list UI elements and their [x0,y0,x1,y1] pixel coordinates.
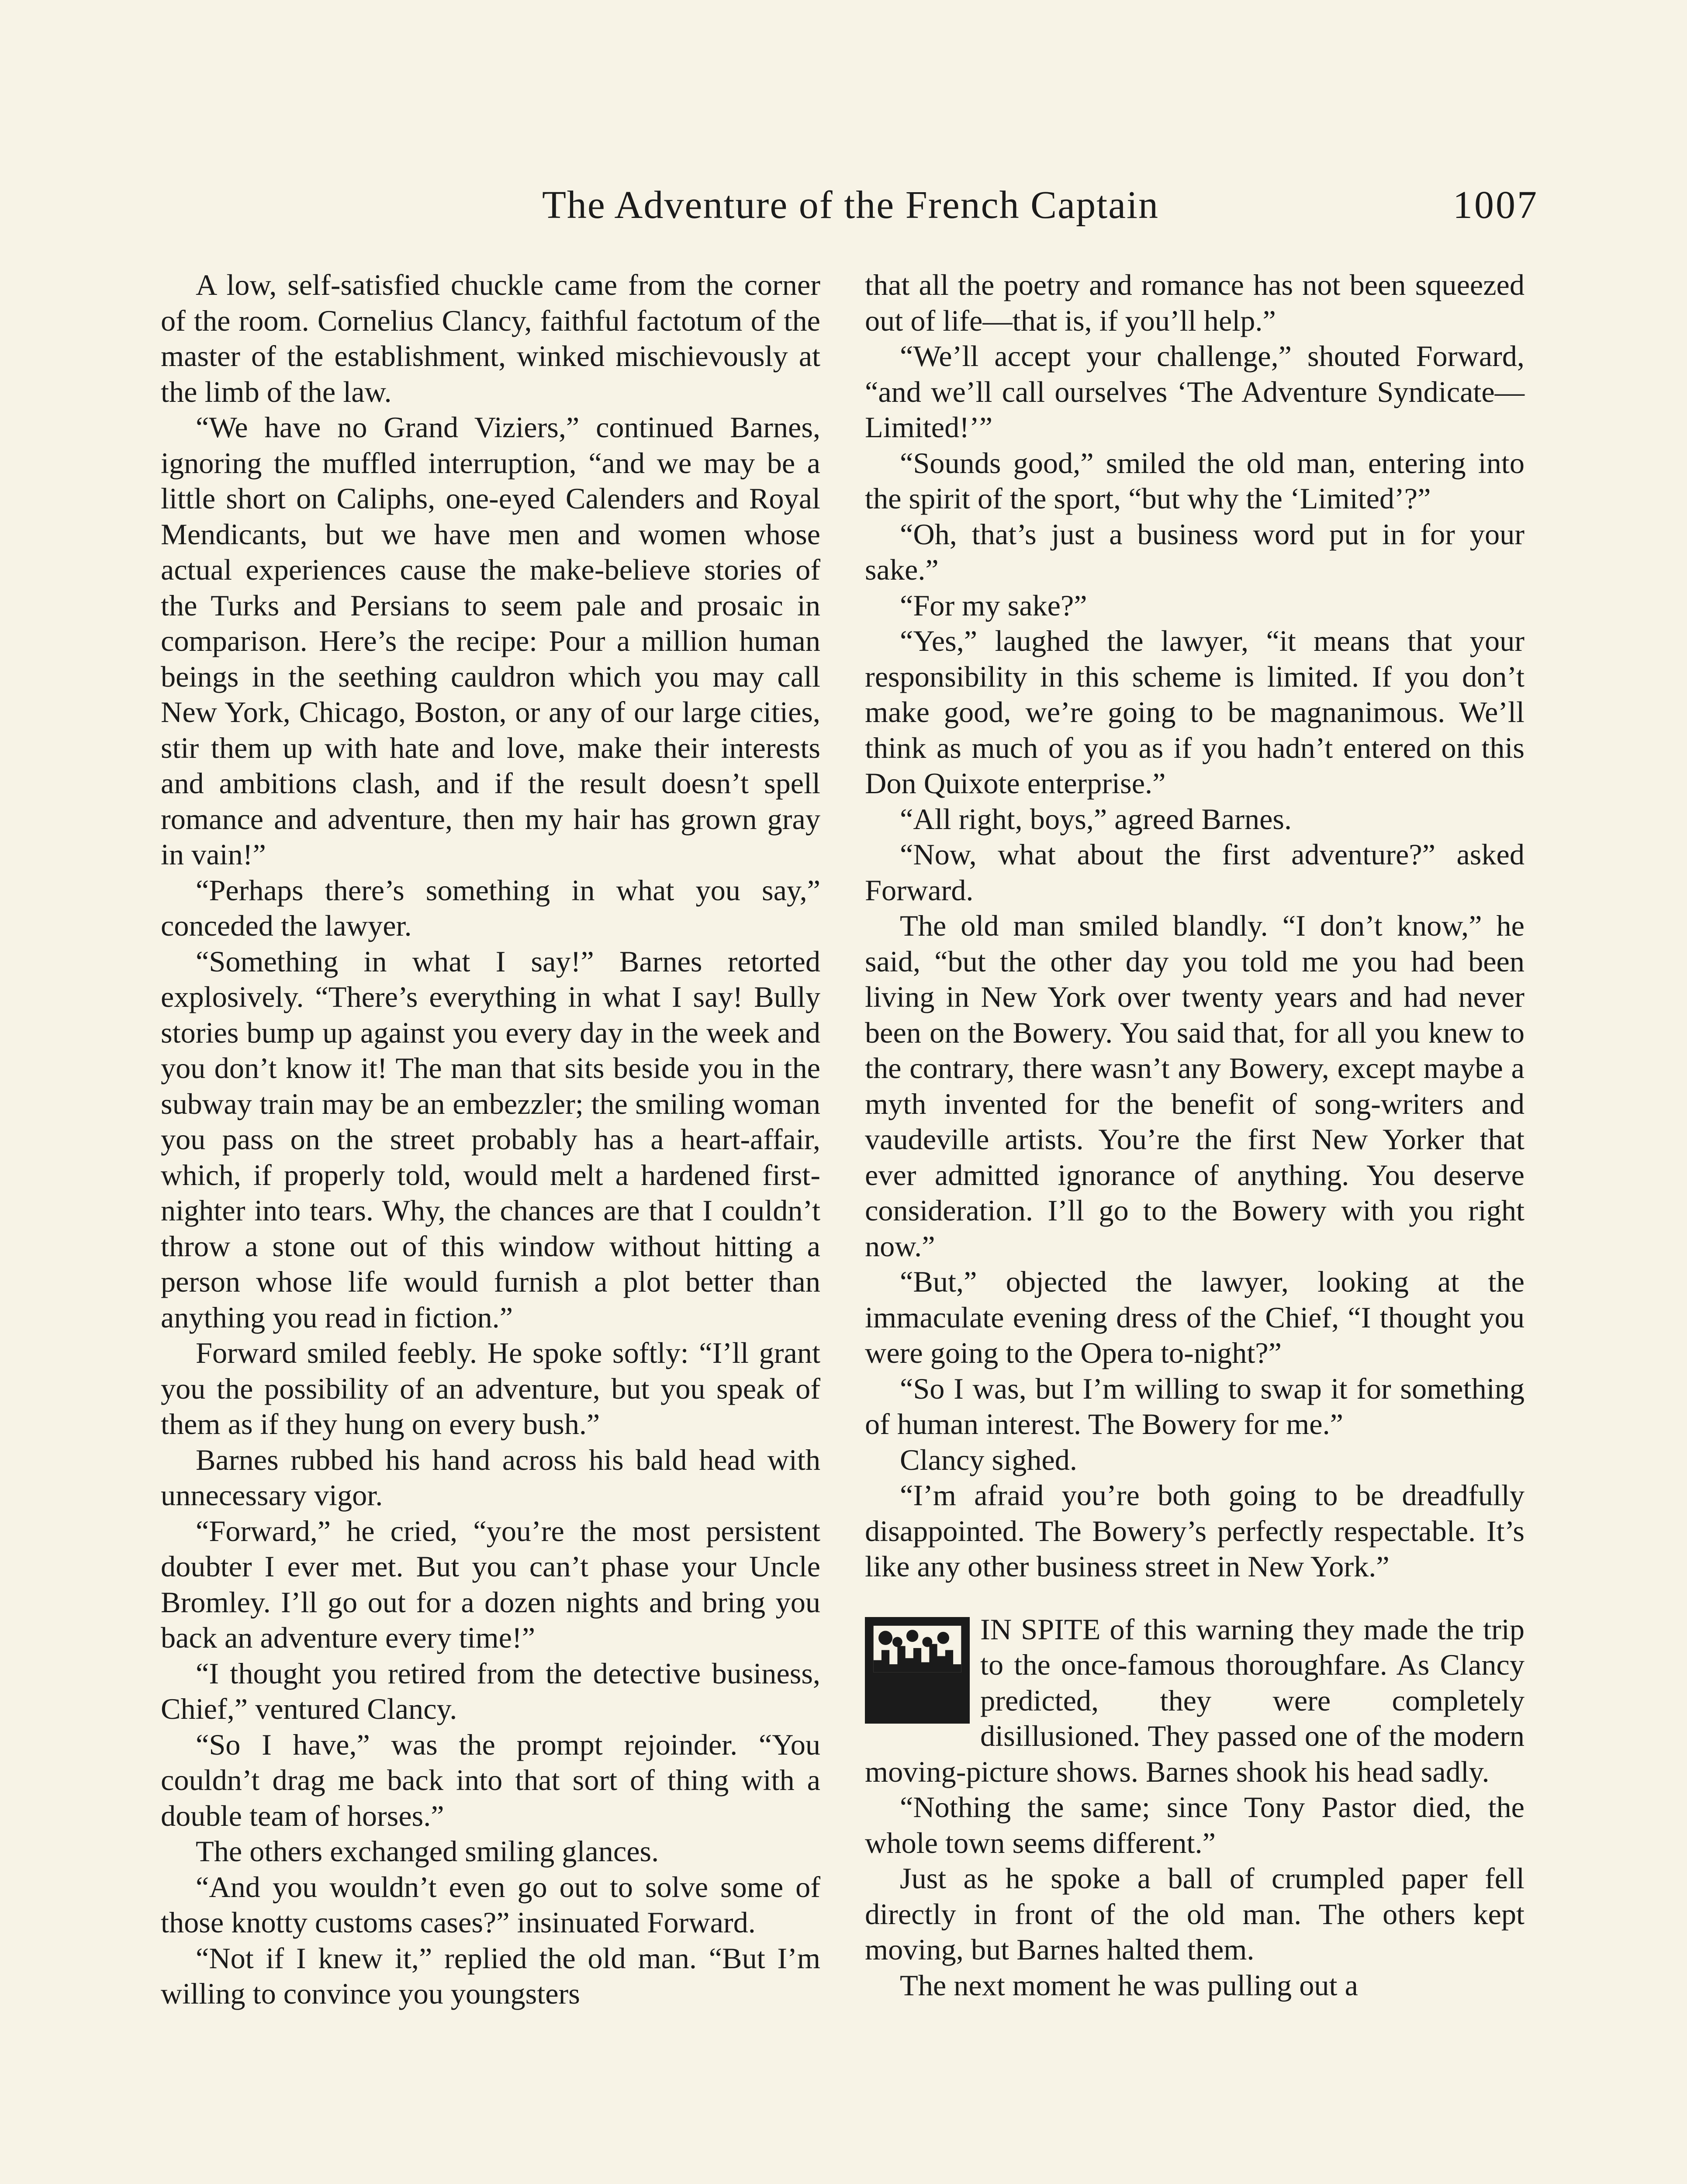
running-header [162,175,1538,245]
paragraph: Clancy sighed. [900,1443,1077,1476]
paragraph: Barnes rubbed his hand across his bald head with unnecessary vigor. [161,1443,820,1512]
running-title: The Adventure of the French Captain [542,183,1159,227]
paragraph: “Something in what I say!” Barnes retorted explosively. “There’s everything in what I say! Bully stories bump up against you every day in the week and you don’t know it! The man that sits beside you in the subway train may be an embezzler; the smiling woman you pass on the street probably has a heart-affair, which, if properly told, would melt a hardened first-nighter into tears. Why, the chances are that I couldn’t throw a stone out of this window without hitting a person whose life would furnish a plot better than anything you read in fiction.” [161,944,820,1334]
paragraph: “Not if I knew it,” replied the old man. “But I’m willing to convince you youngsters [161,1941,820,2010]
paragraph: “Nothing the same; since Tony Pastor died, the whole town seems different.” [865,1790,1525,1859]
paragraph-section-opener: IN SPITE of this warning they made the trip to the once-famous thoroughfare. As Clancy predicted, they were completely disillusioned. They passed one of the modern moving-picture shows. Barnes shook his head sadly. [865,1612,1525,1788]
paragraph: “We’ll accept your challenge,” shouted Forward, “and we’ll call ourselves ‘The Adventure Syndicate—Limited!’” [865,339,1525,444]
paragraph: “All right, boys,” agreed Barnes. [900,802,1292,836]
paragraph: “Sounds good,” smiled the old man, entering into the spirit of the sport, “but why the ‘Limited’?” [865,446,1525,515]
paragraph: “Oh, that’s just a business word put in for your sake.” [865,517,1525,586]
paragraph: “Yes,” laughed the lawyer, “it means that your responsibility in this scheme is limited. If you don’t make good, we’re going to be magnanimous. We’ll think as much of you as if you hadn’t entered on this Don Quixote enterprise.” [865,624,1525,800]
paragraph: “And you wouldn’t even go out to solve some of those knotty customs cases?” insinuated Forward. [161,1870,820,1939]
paragraph: “So I have,” was the prompt rejoinder. “You couldn’t drag me back into that sort of thing with a double team of horses.” [161,1728,820,1832]
paragraph-continued: that all the poetry and romance has not been squeezed out of life—that is, if you’ll help.” [865,268,1525,337]
paragraph: “For my sake?” [900,588,1087,622]
left-column [161,267,820,2012]
paragraph: “Forward,” he cried, “you’re the most persistent doubter I ever met. But you can’t phase your Uncle Bromley. I’ll go out for a dozen nights and bring you back an adventure every time!” [161,1514,820,1654]
paragraph: Forward smiled feebly. He spoke softly: “I’ll grant you the possibility of an adventure, but you speak of them as if they hung on every bush.” [161,1336,820,1441]
paragraph: “We have no Grand Viziers,” continued Barnes, ignoring the muffled interruption, “and we may be a little short on Caliphs, one-eyed Calenders and Royal Mendicants, but we have men and women whose actual experiences cause the make-believe stories of the Turks and Persians to seem pale and prosaic in comparison. Here’s the recipe: Pour a million human beings in the seething cauldron which you may call New York, Chicago, Boston, or any of our large cities, stir them up with hate and love, make their interests and ambitions clash, and if the result doesn’t spell romance and adventure, then my hair has grown gray in vain!” [161,411,820,871]
right-column [865,267,1525,2003]
page-number: 1007 [1453,183,1538,227]
paragraph: A low, self-satisfied chuckle came from the corner of the room. Cornelius Clancy, faithful factotum of the master of the establishment, winked mischievously at the limb of the law. [161,268,820,408]
paragraph: The next moment he was pulling out a [900,1968,1358,2002]
paragraph: “I’m afraid you’re both going to be dreadfully disappointed. The Bowery’s perfectly respectable. It’s like any other business street in New York.” [865,1479,1525,1583]
paragraph: “So I was, but I’m willing to swap it for something of human interest. The Bowery for me.” [865,1372,1525,1441]
paragraph: “I thought you retired from the detective business, Chief,” ventured Clancy. [161,1656,820,1725]
paragraph: “Perhaps there’s something in what you say,” conceded the lawyer. [161,873,820,942]
paragraph: Just as he spoke a ball of crumpled paper fell directly in front of the old man. The others kept moving, but Barnes halted them. [865,1862,1525,1966]
paragraph: “Now, what about the first adventure?” asked Forward. [865,838,1525,907]
city-skyline-vignette-icon [865,1617,970,1724]
paragraph: “But,” objected the lawyer, looking at the immaculate evening dress of the Chief, “I thought you were going to the Opera to-night?” [865,1265,1525,1369]
paragraph: The old man smiled blandly. “I don’t know,” he said, “but the other day you told me you had been living in New York over twenty years and had never been on the Bowery. You said that, for all you knew to the contrary, there wasn’t any Bowery, except maybe a myth invented for the benefit of song-writers and vaudeville artists. You’re the first New Yorker that ever admitted ignorance of anything. You deserve consideration. I’ll go to the Bowery with you right now.” [865,909,1525,1263]
paragraph: The others exchanged smiling glances. [196,1835,659,1868]
